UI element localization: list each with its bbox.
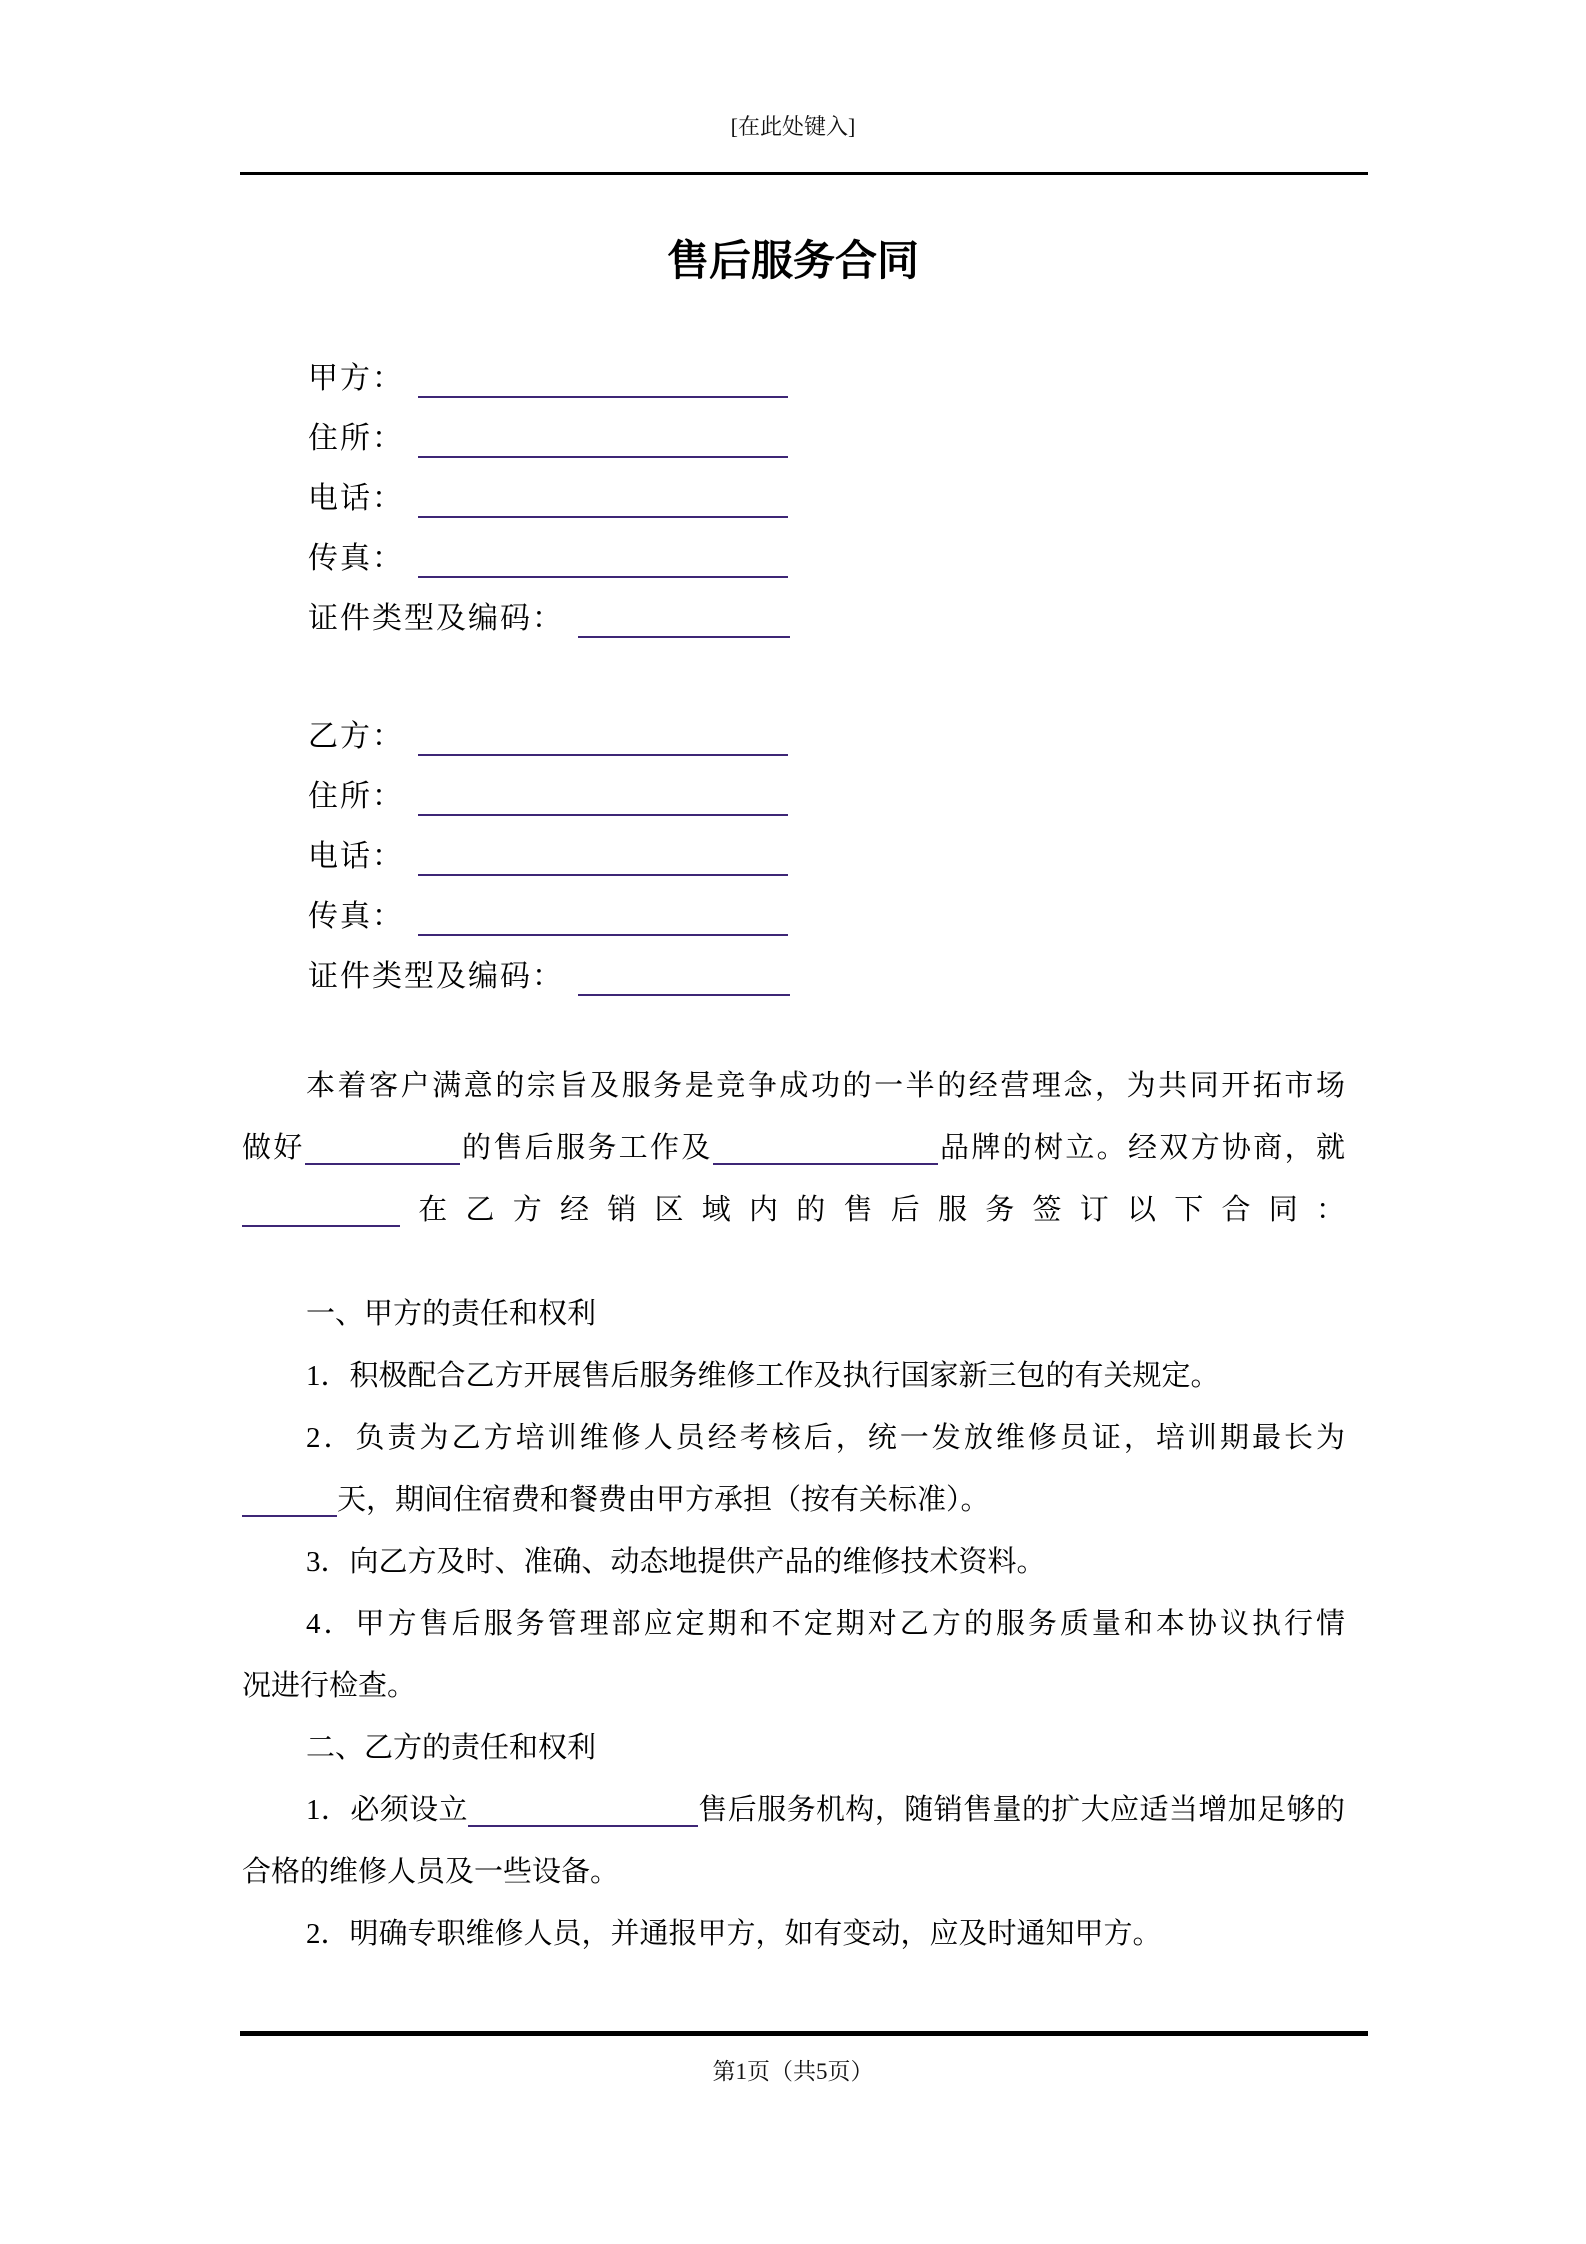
party-a-phone-row (308, 469, 788, 529)
text-run: 一、甲方的责任和权利 (306, 1298, 597, 1330)
page-title: 售后服务合同 (666, 237, 919, 284)
clause-line (242, 1903, 1345, 1965)
text-run: 售后服务机构，随销售量的扩大应适当增加足够的 (697, 1794, 1345, 1826)
text-run: 况进行检查。 (242, 1670, 417, 1702)
party-b-phone-label: 电话： (308, 840, 404, 873)
party-a-address-row (308, 409, 788, 469)
party-a-id-blank[interactable] (578, 604, 790, 638)
party-a-name-label: 甲方： (308, 362, 404, 395)
text-run: 1．积极配合乙方开展售后服务维修工作及执行国家新三包的有关规定。 (306, 1360, 1220, 1392)
intro-line (242, 1117, 1345, 1179)
clause-line (242, 1469, 1345, 1531)
footer-rule (240, 2031, 1368, 2036)
text-run: 2．负责为乙方培训维修人员经考核后，统一发放维修员证，培训期最长为 (306, 1422, 1345, 1454)
fill-in-blank[interactable] (468, 1797, 698, 1827)
text-run: 本着客户满意的宗旨及服务是竞争成功的一半的经营理念，为共同开拓市场 (306, 1070, 1345, 1102)
party-b-address-label: 住所： (308, 780, 404, 813)
party-b-id-row (308, 947, 790, 1007)
party-a-address-label: 住所： (308, 422, 404, 455)
text-run: 合格的维修人员及一些设备。 (242, 1856, 620, 1888)
party-b-fax-row (308, 887, 788, 947)
text-run: 品牌的树立。经双方协商，就 (937, 1132, 1345, 1164)
page-number: 第1页（共5页） (712, 2059, 874, 2084)
clause-line (242, 1407, 1345, 1469)
text-run: 二、乙方的责任和权利 (306, 1732, 597, 1764)
party-b-phone-blank[interactable] (418, 842, 788, 876)
party-b-id-blank[interactable] (578, 962, 790, 996)
intro-paragraph (242, 1055, 1345, 1241)
party-a-phone-label: 电话： (308, 482, 404, 515)
fill-in-blank[interactable] (242, 1487, 337, 1517)
fill-in-blank[interactable] (242, 1197, 400, 1227)
party-b-phone-row (308, 827, 788, 887)
text-run: 天，期间住宿费和餐费由甲方承担（按有关标准）。 (337, 1484, 990, 1516)
party-a-name-blank[interactable] (418, 364, 788, 398)
text-run: 做好 (242, 1132, 305, 1164)
clause-line (242, 1531, 1345, 1593)
header-type-here-placeholder[interactable]: [在此处键入] (730, 114, 856, 139)
text-run: 在乙方经销区域内的售后服务签订以下合同： (400, 1194, 1345, 1226)
party-b-name-label: 乙方： (308, 720, 404, 753)
text-run: 的售后服务工作及 (459, 1132, 713, 1164)
party-a-id-label: 证件类型及编码： (308, 602, 564, 635)
fill-in-blank[interactable] (305, 1135, 460, 1165)
header-rule (240, 172, 1368, 175)
party-a-fax-label: 传真： (308, 542, 404, 575)
party-b-name-row (308, 707, 788, 767)
text-run: 3．向乙方及时、准确、动态地提供产品的维修技术资料。 (306, 1546, 1046, 1578)
party-b-name-blank[interactable] (418, 722, 788, 756)
party-b-address-blank[interactable] (418, 782, 788, 816)
clause-line (242, 1841, 1345, 1903)
party-b-fax-label: 传真： (308, 900, 404, 933)
clauses-section (242, 1283, 1345, 1965)
intro-line (242, 1179, 1345, 1241)
text-run: 4．甲方售后服务管理部应定期和不定期对乙方的服务质量和本协议执行情 (306, 1608, 1345, 1640)
party-a-id-row (308, 589, 790, 649)
party-a-fax-row (308, 529, 788, 589)
clause-line (242, 1717, 1345, 1779)
clause-line (242, 1779, 1345, 1841)
party-b-address-row (308, 767, 788, 827)
party-b-fax-blank[interactable] (418, 902, 788, 936)
party-a-name-row (308, 349, 788, 409)
party-a-address-blank[interactable] (418, 424, 788, 458)
party-a-fax-blank[interactable] (418, 544, 788, 578)
text-run: 1．必须设立 (306, 1794, 468, 1826)
party-a-phone-blank[interactable] (418, 484, 788, 518)
fill-in-blank[interactable] (713, 1135, 938, 1165)
party-b-id-label: 证件类型及编码： (308, 960, 564, 993)
clause-line (242, 1283, 1345, 1345)
clause-line (242, 1593, 1345, 1655)
clause-line (242, 1655, 1345, 1717)
clause-line (242, 1345, 1345, 1407)
intro-line (242, 1055, 1345, 1117)
text-run: 2．明确专职维修人员，并通报甲方，如有变动，应及时通知甲方。 (306, 1918, 1162, 1950)
